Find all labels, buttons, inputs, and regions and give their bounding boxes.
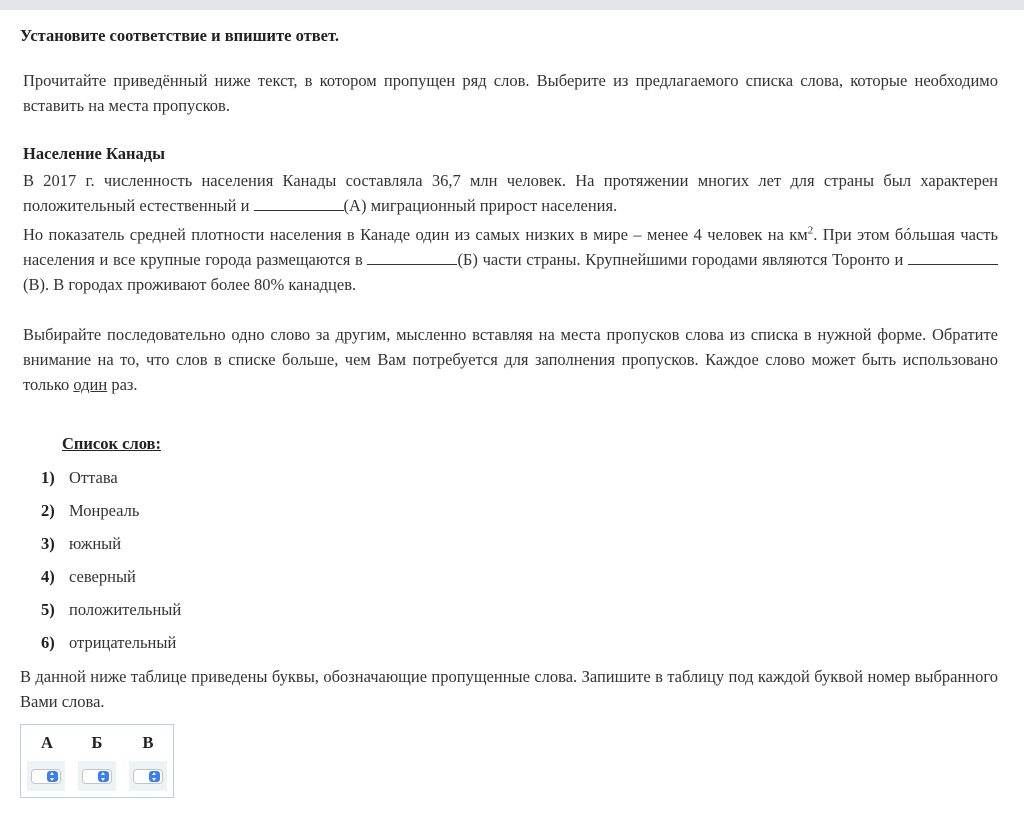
list-item-word: Монреаль (69, 501, 140, 520)
gap-a-label: (А) (343, 196, 367, 215)
answer-select-b[interactable] (82, 769, 112, 784)
gap-v-blank (908, 249, 998, 265)
answer-cell-b (78, 761, 116, 791)
header-v: В (142, 733, 154, 752)
list-item-number: 4) (41, 567, 55, 586)
table-instruction: В данной ниже таблице приведены буквы, обозначающие пропущенные слова. Запишите в таблицу под каждой буквой номер выбранного Вами слова. (20, 667, 998, 711)
passage-paragraph-2 (23, 222, 998, 297)
list-item-word: Оттава (69, 468, 118, 487)
header-a: А (41, 733, 53, 752)
select-arrows-icon (149, 771, 160, 782)
top-bar (0, 0, 1024, 10)
answer-cell-v (129, 761, 167, 791)
list-item-word: южный (69, 534, 122, 553)
list-item-number: 1) (41, 468, 55, 487)
directions-paragraph (23, 322, 998, 397)
list-item (41, 566, 136, 588)
directions-underlined: один (73, 375, 108, 394)
answer-cell-a (27, 761, 65, 791)
select-arrows-icon (98, 771, 109, 782)
list-item (41, 599, 181, 621)
answer-table (20, 724, 174, 798)
superscript: 2 (807, 224, 814, 237)
select-arrows-icon (47, 771, 58, 782)
p2-text-4: . В городах проживают более 80% канадцев. (45, 275, 357, 294)
p2-text-3: части страны. Крупнейшими городами являются Торонто и (477, 250, 909, 269)
task-instruction: Установите соответствие и впишите ответ. (20, 26, 339, 45)
answer-select-a[interactable] (31, 769, 61, 784)
gap-a-blank (254, 195, 344, 211)
list-item (41, 533, 121, 555)
gap-v-label: (В) (23, 275, 45, 294)
directions-text-1: Выбирайте последовательно одно слово за другим, мысленно вставляя на места пропусков слова из списка в нужной форме. Обратите внимание на то, что слов в списке больше, чем Вам потребуется для заполнения пропусков. Каждое слово может быть использовано только (23, 325, 998, 394)
p2-text-2: . При этом бóльшая часть населения и все крупные города размещаются в (23, 225, 998, 269)
p2-text-1: Но показатель средней плотности населения в Канаде один из самых низких в мире – менее 4 человек на км (23, 225, 808, 244)
list-item (41, 632, 176, 654)
list-item-number: 6) (41, 633, 55, 652)
p1-text-2: миграционный прирост населения. (366, 196, 618, 215)
list-item-number: 2) (41, 501, 55, 520)
p1-text-1: В 2017 г. численность населения Канады составляла 36,7 млн человек. На протяжении многих лет для страны был характерен положительный естественный и (23, 171, 998, 215)
list-item-number: 3) (41, 534, 55, 553)
list-item (41, 500, 139, 522)
passage-title: Население Канады (23, 144, 165, 163)
intro-paragraph: Прочитайте приведённый ниже текст, в котором пропущен ряд слов. Выберите из предлагаемого списка слова, которые необходимо вставить на места пропусков. (23, 71, 998, 115)
answer-select-v[interactable] (133, 769, 163, 784)
list-item-word: северный (69, 567, 136, 586)
list-item-word: отрицательный (69, 633, 177, 652)
gap-b-label: (Б) (457, 250, 478, 269)
directions-text-2: раз. (107, 375, 138, 394)
word-list-title: Список слов: (62, 434, 161, 453)
list-item-word: положительный (69, 600, 182, 619)
passage-paragraph-1 (23, 168, 998, 218)
gap-b-blank (367, 249, 457, 265)
list-item-number: 5) (41, 600, 55, 619)
list-item (41, 467, 118, 489)
header-b: Б (91, 733, 103, 752)
